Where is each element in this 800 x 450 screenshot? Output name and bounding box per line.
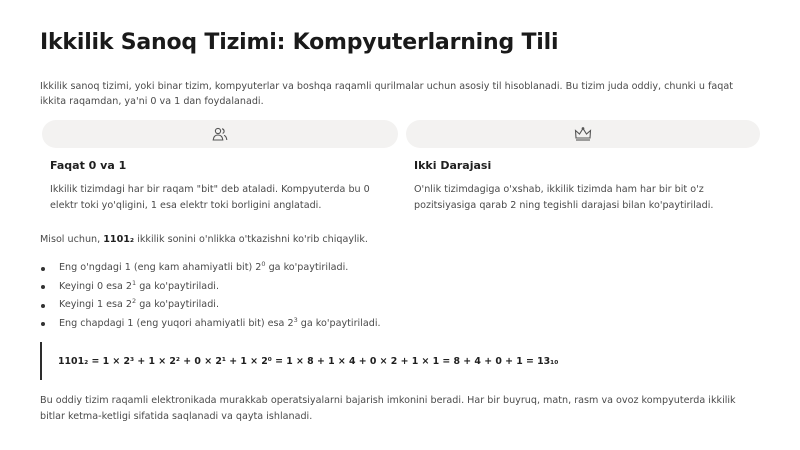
- intro-paragraph: Ikkilik sanoq tizimi, yoki binar tizim, kompyuterlar va boshqa raqamli qurilmalar uchun asosiy til hisoblanadi. Bu tizim juda oddiy, chunki u faqat ikkita raqamdan, ya'ni 0 va 1 dan foydalanadi.: [40, 81, 734, 107]
- list-item: Keyingi 1 esa $2^2$ ga ko'paytiriladi.: [40, 296, 381, 315]
- column-2-text: O'nlik tizimdagiga o'xshab, ikkilik tizimda ham har bir bit o'z pozitsiyasiga qarab 2 ning tegishli darajasi bilan ko'paytiriladi.: [414, 184, 714, 211]
- column-1-text: Ikkilik tizimdagi har bir raqam "bit" deb ataladi. Kompyuterda bu 0 elektr toki yo'qligini, 1 esa elektr toki borligini anglatadi.: [50, 184, 370, 211]
- column-1-icon-bar: [42, 120, 398, 148]
- column-2-title: Ikki Darajasi: [414, 159, 492, 172]
- list-item: Eng chapdagi 1 (eng yuqori ahamiyatli bit) esa $2^3$ ga ko'paytiriladi.: [40, 315, 381, 334]
- list-item: Eng o'ngdagi 1 (eng kam ahamiyatli bit) $2^0$ ga ko'paytiriladi.: [40, 259, 381, 278]
- outro-paragraph: Bu oddiy tizim raqamli elektronikada murakkab operatsiyalarni bajarish imkonini beradi. Har bir buyruq, matn, rasm va ovoz kompyuterda ikkilik bitlar ketma-ketligi sifatida saqlanadi va qayta ishlanadi.: [40, 395, 736, 422]
- formula-block: [40, 342, 558, 380]
- column-1-title: Faqat 0 va 1: [50, 159, 127, 172]
- people-icon: [212, 127, 228, 141]
- page-title: Ikkilik Sanoq Tizimi: Kompyuterlarning Tili: [40, 30, 559, 55]
- list-item: Keyingi 0 esa $2^1$ ga ko'paytiriladi.: [40, 278, 381, 297]
- crown-icon: [574, 127, 592, 141]
- example-sentence: [40, 234, 368, 245]
- example-prefix: Misol uchun,: [40, 234, 104, 245]
- example-number: 1101₂: [103, 234, 135, 245]
- bullet-list: [40, 259, 381, 333]
- example-suffix: ikkilik sonini o'nlikka o'tkazishni ko'rib chiqaylik.: [134, 234, 368, 245]
- column-2-icon-bar: [406, 120, 760, 148]
- formula-text: 1101₂ = 1 × 2³ + 1 × 2² + 0 × 2¹ + 1 × 2⁰ = 1 × 8 + 1 × 4 + 0 × 2 + 1 × 1 = 8 + 4 + 0 + 1 = 13₁₀: [58, 355, 559, 367]
